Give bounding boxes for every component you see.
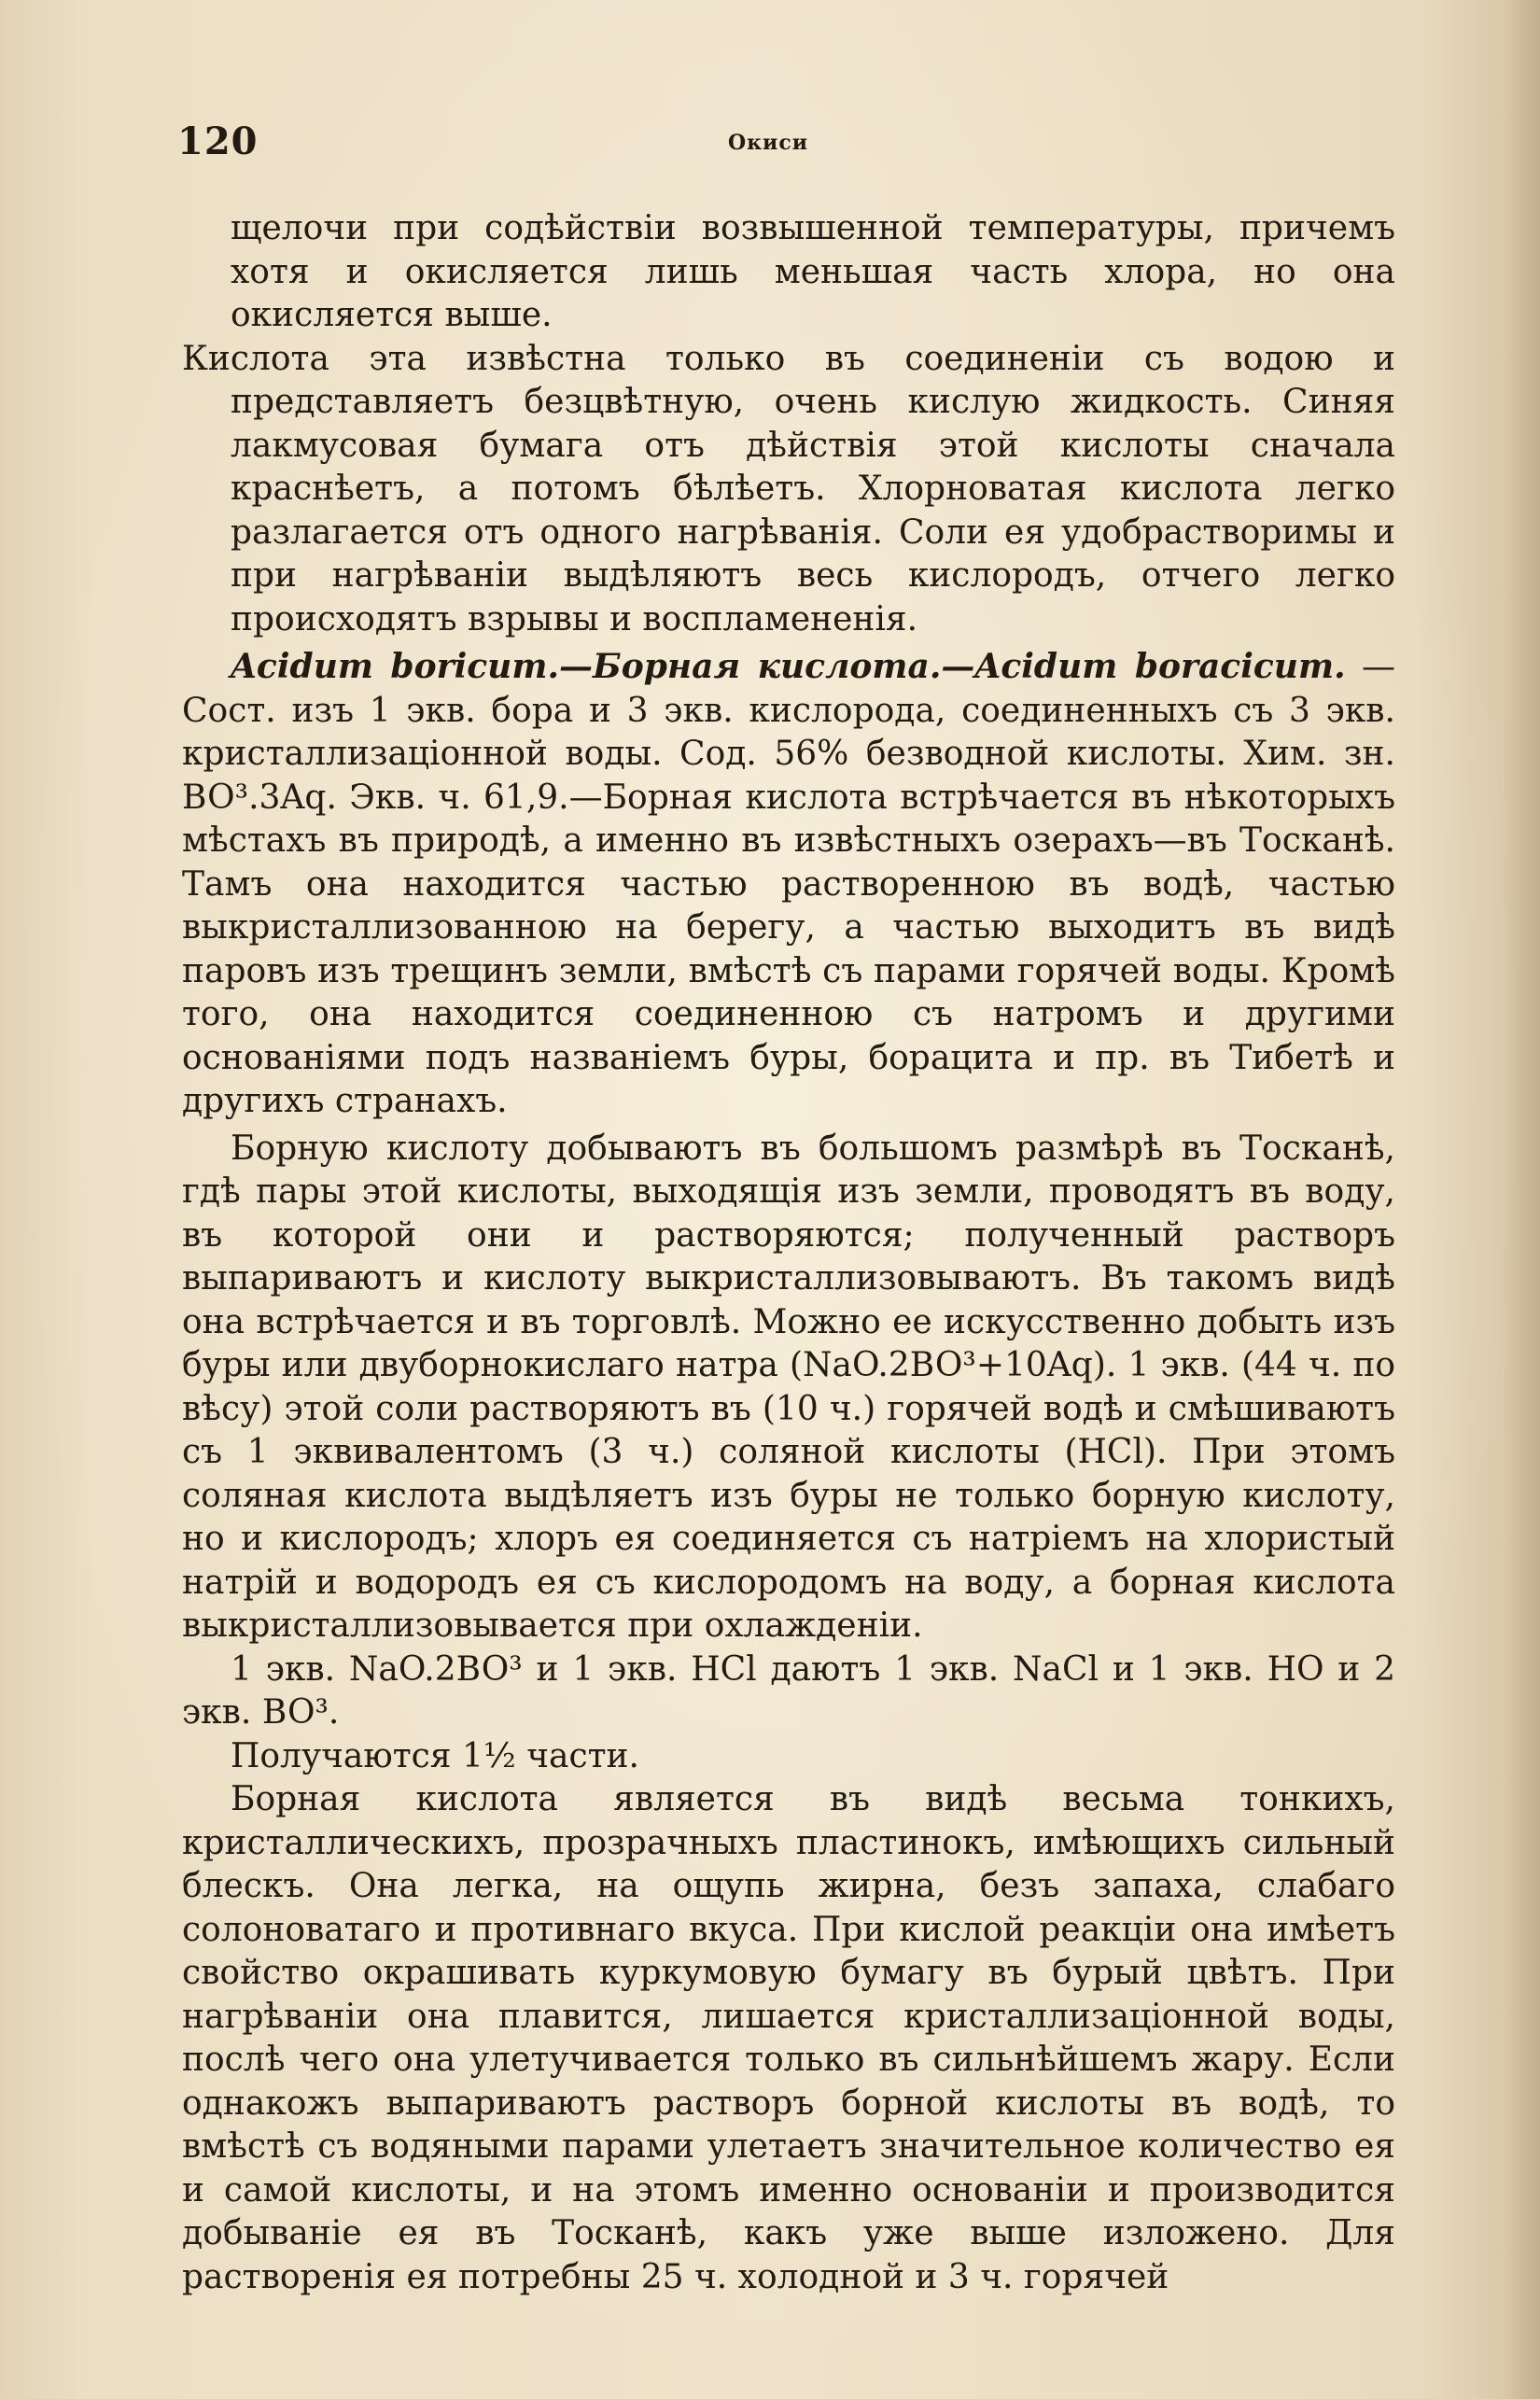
entry-heading: Acidum boricum.—Борная кислота.—Acidum boracicum.	[231, 647, 1346, 686]
paragraph-yield: Получаются 1½ части.	[231, 1736, 639, 1775]
body-text	[182, 207, 1395, 2299]
paragraph-equation: 1 экв. NaO.2BO³ и 1 экв. HCl даютъ 1 экв. NaCl и 1 экв. HO и 2 экв. BO³.	[182, 1649, 1395, 1732]
paragraph-properties: Борная кислота является въ видѣ весьма тонкихъ, кристаллическихъ, прозрачныхъ пластинокъ, имѣющихъ сильный блескъ. Она легка, на ощупь жирна, безъ запаха, слабаго солоноватаго и противнаго вкуса. При кислой реакцiи она имѣетъ свойство окрашивать куркумовую бумагу въ бурый цвѣтъ. При нагрѣванiи она плавится, лишается кристаллизацiонной воды, послѣ чего она улетучивается только въ сильнѣйшемъ жару. Если однакожъ выпариваютъ растворъ борной кислоты въ водѣ, то вмѣстѣ съ водяными парами улетаетъ значительное количество ея и самой кислоты, и на этомъ именно основанiи и производится добыванiе ея въ Тосканѣ, какъ уже выше изложено. Для растворенiя ея потребны 25 ч. холодной и 3 ч. горячей	[182, 1780, 1395, 2296]
page-number: 120	[177, 119, 259, 163]
running-title: Окиси	[728, 131, 809, 155]
page-header	[177, 119, 1391, 175]
page-edge-shadow	[1503, 0, 1540, 2399]
paragraph-chloric-acid: Кислота эта извѣстна только въ соединенiи съ водою и представляетъ безцвѣтную, очень кислую жидкость. Синяя лакмусовая бумага отъ дѣйствiя этой кислоты сначала краснѣетъ, а потомъ бѣлѣетъ. Хлорноватая кислота легко разлагается отъ одного нагрѣванiя. Соли ея удобрастворимы и при нагрѣванiи выдѣляютъ весь кислородъ, отчего легко происходятъ взрывы и воспламененiя.	[182, 339, 1395, 638]
paragraph-continuation: щелочи при содѣйствiи возвышенной температуры, причемъ хотя и окисляется лишь меньшая часть хлора, но она окисляется выше.	[231, 209, 1395, 334]
entry-text: — Сост. изъ 1 экв. бора и 3 экв. кислорода, соединенныхъ съ 3 экв. кристаллизацiонной воды. Сод. 56% безводной кислоты. Хим. зн. BO³.3Aq. Экв. ч. 61,9.—Борная кислота встрѣчается въ нѣкоторыхъ мѣстахъ въ природѣ, а именно въ извѣстныхъ озерахъ—въ Тосканѣ. Тамъ она находится частью растворенною въ водѣ, частью выкристаллизованною на берегу, а частью выходитъ въ видѣ паровъ изъ трещинъ земли, вмѣстѣ съ парами горячей воды. Кромѣ того, она находится соединенною съ натромъ и другими основанiями подъ названiемъ буры, борацита и пр. въ Тибетѣ и другихъ странахъ.	[182, 648, 1395, 1120]
paragraph-production: Борную кислоту добываютъ въ большомъ размѣрѣ въ Тосканѣ, гдѣ пары этой кислоты, выходящiя изъ земли, проводятъ въ воду, въ которой они и растворяются; полученный растворъ выпариваютъ и кислоту выкристаллизовываютъ. Въ такомъ видѣ она встрѣчается и въ торговлѣ. Можно ее искусственно добыть изъ буры или двуборнокислаго натра (NaO.2BO³+10Aq). 1 экв. (44 ч. по вѣсу) этой соли растворяютъ въ (10 ч.) горячей водѣ и смѣшиваютъ съ 1 эквивалентомъ (3 ч.) соляной кислоты (HCl). При этомъ соляная кислота выдѣляетъ изъ буры не только борную кислоту, но и кислородъ; хлоръ ея соединяется съ натрiемъ на хлористый натрiй и водородъ ея съ кислородомъ на воду, а борная кислота выкристаллизовывается при охлажденiи.	[182, 1129, 1395, 1645]
paragraph-boric-acid-entry	[182, 645, 1395, 1124]
